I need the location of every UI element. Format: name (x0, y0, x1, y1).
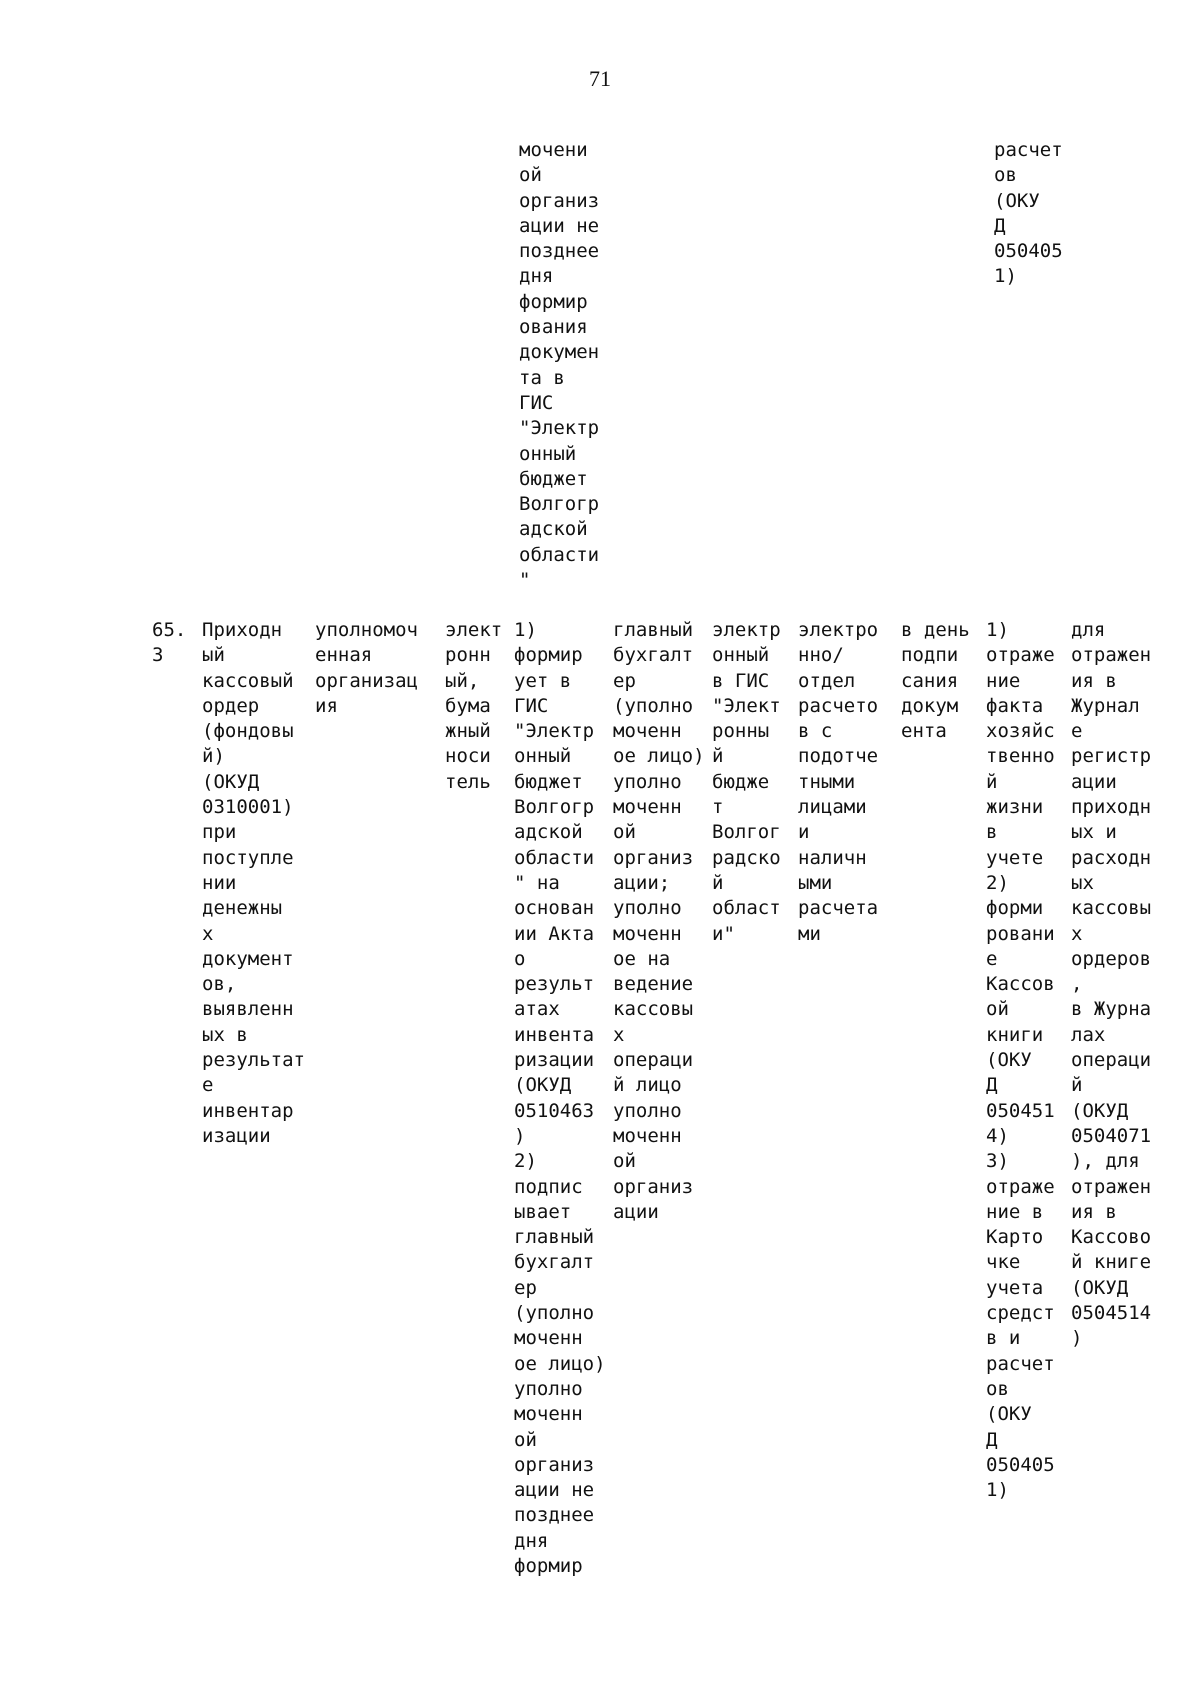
signer-cell: главный бухгалт ер (уполно моченн ое лицо) уполно моченн ой организ ации; уполно моченн ое на ведение кассовы х операци й лицо уполно моченн ой организ ации (613, 619, 705, 1223)
page-number: 71 (589, 66, 611, 91)
transfer-cell: электр онный в ГИС "Элект ронны й бюдже т Волгог радско й област и" (712, 619, 781, 945)
document-name-cell: Приходн ый кассовый ордер (фондовы й) (ОКУД 0310001) при поступле нии денежны х документ ов, выявленн ых в результат е инвентар изации (202, 619, 305, 1147)
deadline-cell: в день подпи сания докум ента (901, 619, 970, 743)
purpose-cell: 1) отраже ние факта хозяйс твенно й жизни в учете 2) форми ровани е Кассов ой книги (ОКУ Д 050451 4) 3) отраже ние в Карто чке учета средст в и расчет ов (ОКУ Д 050405 1) (986, 619, 1055, 1502)
continued-purpose-cell: расчет ов (ОКУ Д 050405 1) (994, 139, 1063, 288)
recipient-cell: электро нно/ отдел расчето в с подотче тными лицами и наличн ыми расчета ми (798, 619, 879, 945)
continued-procedure-cell: мочени ой организ ации не позднее дня формир ования докумен та в ГИС "Электр онный бюджет Волгогр адской области " (519, 139, 600, 592)
row-number-cell: 65. 3 (152, 619, 187, 667)
storage-cell: для отражен ия в Журнал е регистр ации приходн ых и расходн ых кассовы х ордеров , в Журна лах операци й (ОКУД 0504071 ), для отражен ия в Кассово й книге (ОКУД 0504514 ) (1071, 619, 1152, 1350)
form-cell: элект ронн ый, бума жный носи тель (445, 619, 503, 793)
responsible-cell: уполномоч енная организац ия (315, 619, 418, 717)
procedure-cell: 1) формир ует в ГИС "Электр онный бюджет Волгогр адской области " на основан ии Акта о результ атах инвента ризации (ОКУД 0510463 ) 2) подпис ывает главный бухгалт ер (уполно моченн ое лицо) уполно моченн ой организ ации не позднее дня формир (514, 619, 606, 1577)
